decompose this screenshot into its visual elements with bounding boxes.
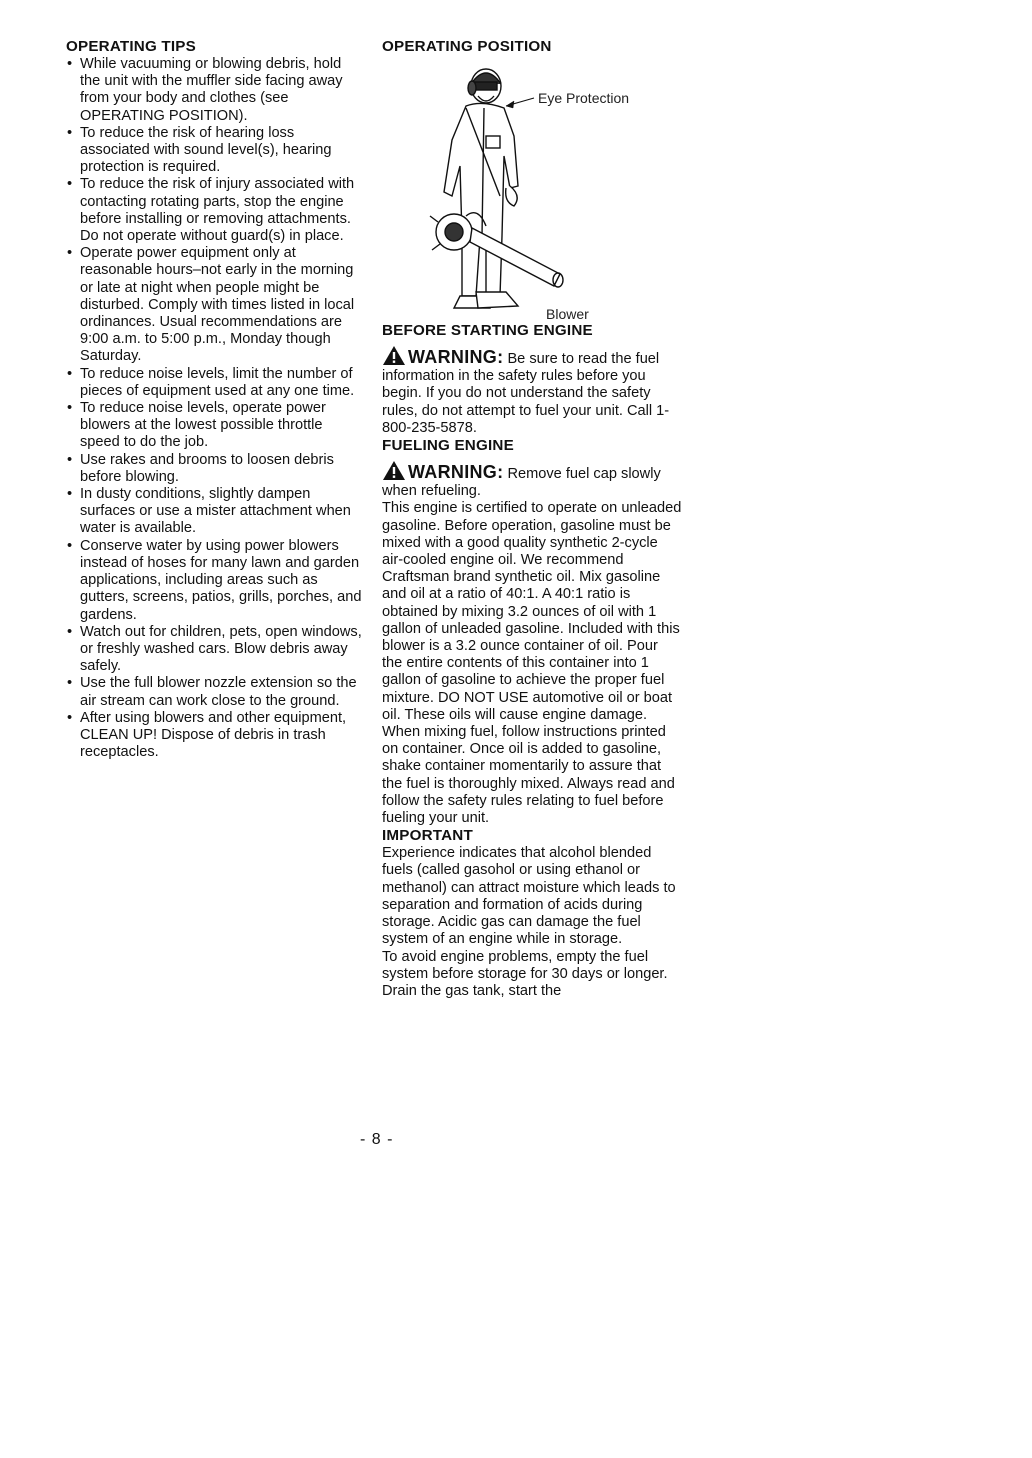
- warning-triangle-icon: [382, 345, 406, 366]
- eye-protection-label: Eye Protection: [538, 90, 630, 106]
- operating-position-heading: OPERATING POSITION: [382, 38, 552, 55]
- list-item: • To reduce the risk of injury associated with contacting rotating parts, stop the engine before installing or removing attachments. Do not operate without guard(s) in place.: [66, 176, 362, 245]
- fueling-engine-heading: FUELING ENGINE: [382, 437, 514, 455]
- warning-label: WARNING:: [408, 462, 504, 483]
- list-item: • While vacuuming or blowing debris, hold the unit with the muffler side facing away from your body and clothes (see OPERATING POSITION).: [66, 56, 362, 125]
- list-item: • Watch out for children, pets, open windows, or freshly washed cars. Blow debris away safely.: [66, 624, 362, 676]
- warning-fueling: [382, 460, 682, 500]
- warning-before-starting: [382, 345, 682, 437]
- list-item: • Conserve water by using power blowers instead of hoses for many lawn and garden applications, including areas such as gutters, screens, patios, grills, porches, and gardens.: [66, 538, 362, 624]
- operating-tips-list: [66, 56, 362, 761]
- warning-label: WARNING:: [408, 347, 504, 367]
- warning-text: Remove fuel cap slowly when refueling.: [382, 466, 661, 500]
- list-item: • Operate power equipment only at reasonable hours–not early in the morning or late at night when people might be disturbed. Comply with times listed in local ordinances. Usual recommendations are 9:00 a.m. to 5:00 p.m., Monday though Saturday.: [66, 245, 362, 365]
- operating-tips-column: [66, 38, 362, 761]
- list-item: • After using blowers and other equipment, CLEAN UP! Dispose of debris in trash receptacles.: [66, 710, 362, 762]
- warning-triangle-icon: [382, 460, 406, 481]
- page-number: - 8 -: [360, 1131, 394, 1148]
- fuel-mixing-paragraph: This engine is certified to operate on unleaded gasoline. Before operation, gasoline must be mixed with a good quality synthetic 2-cycle air-cooled engine oil. We recommend Craftsman brand synthetic oil. Mix gasoline and oil at a ratio of 40:1. A 40:1 ratio is obtained by mixing 3.2 ounces of oil with 1 gallon of unleaded gasoline. Included with this blower is a 3.2 ounce container of oil. Pour the entire contents of this container into 1 gallon of gasoline to achieve the proper fuel mixture. DO NOT USE automotive oil or boat oil. These oils will cause engine damage. When mixing fuel, follow instructions printed on container. Once oil is added to gasoline, shake container momentarily to assure that the fuel is thoroughly mixed. Always read and follow the safety rules relating to fuel before fueling your unit.: [382, 500, 682, 827]
- list-item: • To reduce the risk of hearing loss associated with sound level(s), hearing protection is required.: [66, 125, 362, 177]
- blower-label: Blower: [546, 306, 589, 322]
- list-item: • To reduce noise levels, limit the number of pieces of equipment used at any one time.: [66, 366, 362, 400]
- warning-text: Be sure to read the fuel information in the safety rules before you begin. If you do not understand the safety rules, do not attempt to fuel your unit. Call 1-800-235-5878.: [382, 351, 670, 436]
- list-item: • Use rakes and brooms to loosen debris before blowing.: [66, 452, 362, 486]
- list-item: • Use the full blower nozzle extension so the air stream can work close to the ground.: [66, 675, 362, 709]
- before-starting-heading: BEFORE STARTING ENGINE: [382, 322, 593, 339]
- list-item: • In dusty conditions, slightly dampen surfaces or use a mister attachment when water is available.: [66, 486, 362, 538]
- list-item: • To reduce noise levels, operate power blowers at the lowest possible throttle speed to do the job.: [66, 400, 362, 452]
- operating-position-figure: [382, 56, 682, 322]
- important-paragraph-1: Experience indicates that alcohol blended fuels (called gasohol or using ethanol or methanol) can attract moisture which leads to separation and formation of acids during storage. Acidic gas can damage the fuel system of an engine while in storage.: [382, 845, 676, 948]
- operating-tips-heading: OPERATING TIPS: [66, 38, 196, 55]
- important-heading: IMPORTANT: [382, 827, 473, 845]
- right-column: [382, 38, 682, 1000]
- important-paragraph-2: To avoid engine problems, empty the fuel system before storage for 30 days or longer. Drain the gas tank, start the: [382, 948, 668, 999]
- operator-with-blower-illustration: [382, 56, 682, 314]
